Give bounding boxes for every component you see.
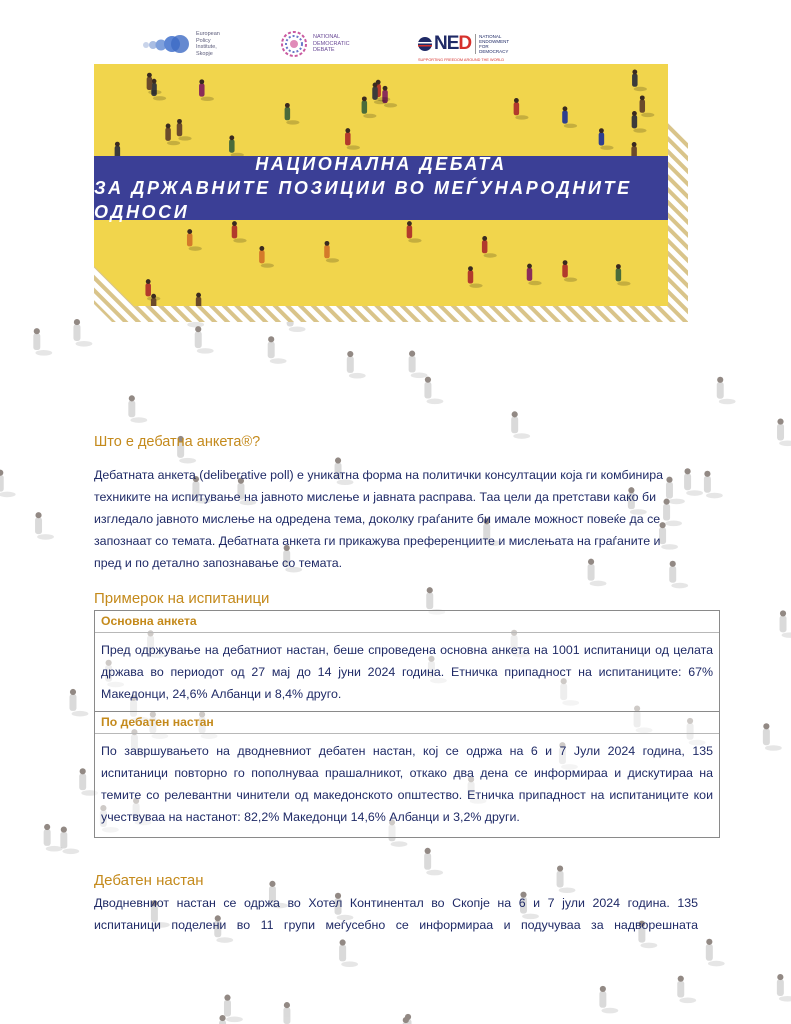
ned-flag-icon	[418, 35, 432, 53]
national-democratic-debate-logo	[280, 24, 350, 64]
divider	[95, 733, 719, 734]
ned-logo	[418, 24, 509, 64]
ndd-globe-icon	[280, 30, 308, 58]
banner-title-line-1: НАЦИОНАЛНА ДЕБАТА	[255, 154, 507, 174]
section-heading-debate-event: Дебатен настан	[94, 872, 204, 889]
epi-name-line: Policy	[196, 37, 211, 44]
baseline-heading: Основна анкета	[101, 614, 197, 628]
ned-side-line: FOR	[479, 44, 489, 49]
partner-logos	[0, 24, 791, 68]
after-heading: По дебатен настан	[101, 715, 214, 729]
ndd-name-line: NATIONAL	[313, 34, 341, 41]
section-heading-sample: Примерок на испитаници	[94, 590, 270, 607]
divider	[95, 632, 719, 633]
ned-side-line: NATIONAL	[479, 34, 502, 39]
epi-name-line: European	[196, 31, 220, 37]
paragraph-line: пред и по детално запознавање со темата.	[94, 556, 343, 570]
section-heading-what-is: Што е дебатна анкета®?	[94, 434, 261, 450]
ned-side-line: ENDOWMENT	[479, 39, 510, 44]
paragraph-line: техниките на испитување на јавното мислење и јавната расправа. Таа цели да претстави како би	[94, 490, 657, 504]
ned-letter-d: D	[458, 33, 472, 54]
sample-table	[94, 610, 720, 838]
ned-letter-e: E	[446, 33, 459, 54]
epi-name-line: Institute,	[196, 44, 217, 50]
ned-side-line: DEMOCRACY	[479, 49, 509, 54]
section-sample	[94, 590, 269, 607]
section-debate-event	[94, 872, 698, 936]
ndd-name-line: DEMOCRATIC	[313, 40, 350, 47]
epi-name-line: Skopje	[196, 50, 213, 57]
epi-logo	[140, 24, 220, 64]
ned-wordmark	[434, 33, 471, 55]
banner-title-line-2: ЗА ДРЖАВНИТЕ ПОЗИЦИИ ВО МЕЃУНАРОДНИТЕ ОДНОСИ	[94, 178, 632, 222]
epi-circles-icon	[140, 31, 192, 57]
sample-baseline-cell	[95, 611, 719, 712]
ndd-name-line: DEBATE	[313, 47, 335, 54]
section-what-is	[94, 434, 700, 574]
banner-title	[94, 156, 668, 220]
baseline-text: Пред одржување на дебатниот настан, беше спроведена основна анкета на 1001 испитаници од целата држава во периодот од 27 мај до 14 јуни 2024 година. Етничка припадност на испитаниците: 67% Македонци, 24,6% Албанци и 8,4% друго.	[101, 643, 713, 701]
ned-letter-n: N	[434, 33, 447, 54]
paragraph-line: Дебатната анкета (deliberative poll) е уникатна форма на политички консултации која ги комбинира	[94, 468, 664, 482]
paragraph-line: изгледало јавното мислење на одредена тема, доколку граѓаните би имале можност повеќе да се	[94, 512, 661, 526]
debate-event-paragraph: Дводневниот настан се одржа во Хотел Континентал во Скопје на 6 и 7 јули 2024 година. 135 испитаници поделени во 11 групи меѓусебно се информираа и подучуваа за надворешната	[94, 896, 698, 932]
sample-after-cell	[95, 712, 719, 838]
paragraph-line: запознаат со темата. Дебатната анкета ги прикажува преференциите и мислењата на граѓаните и	[94, 534, 661, 548]
ned-tagline: SUPPORTING FREEDOM AROUND THE WORLD	[418, 58, 505, 62]
what-is-paragraph	[94, 464, 700, 574]
after-text: По завршувањето на дводневниот дебатен настан, кој се одржа на 6 и 7 Јули 2024 година, 135 испитаници повторно го пополнуваа прашалникот, откако два дена се информираа и дискутираа на темите со релевантни чинители од македонското општество. Етничка припадност на испитаниците кои учествуваа на настанот: 82,2% Македонци 14,6% Албанци и 3,2% други.	[101, 744, 713, 824]
